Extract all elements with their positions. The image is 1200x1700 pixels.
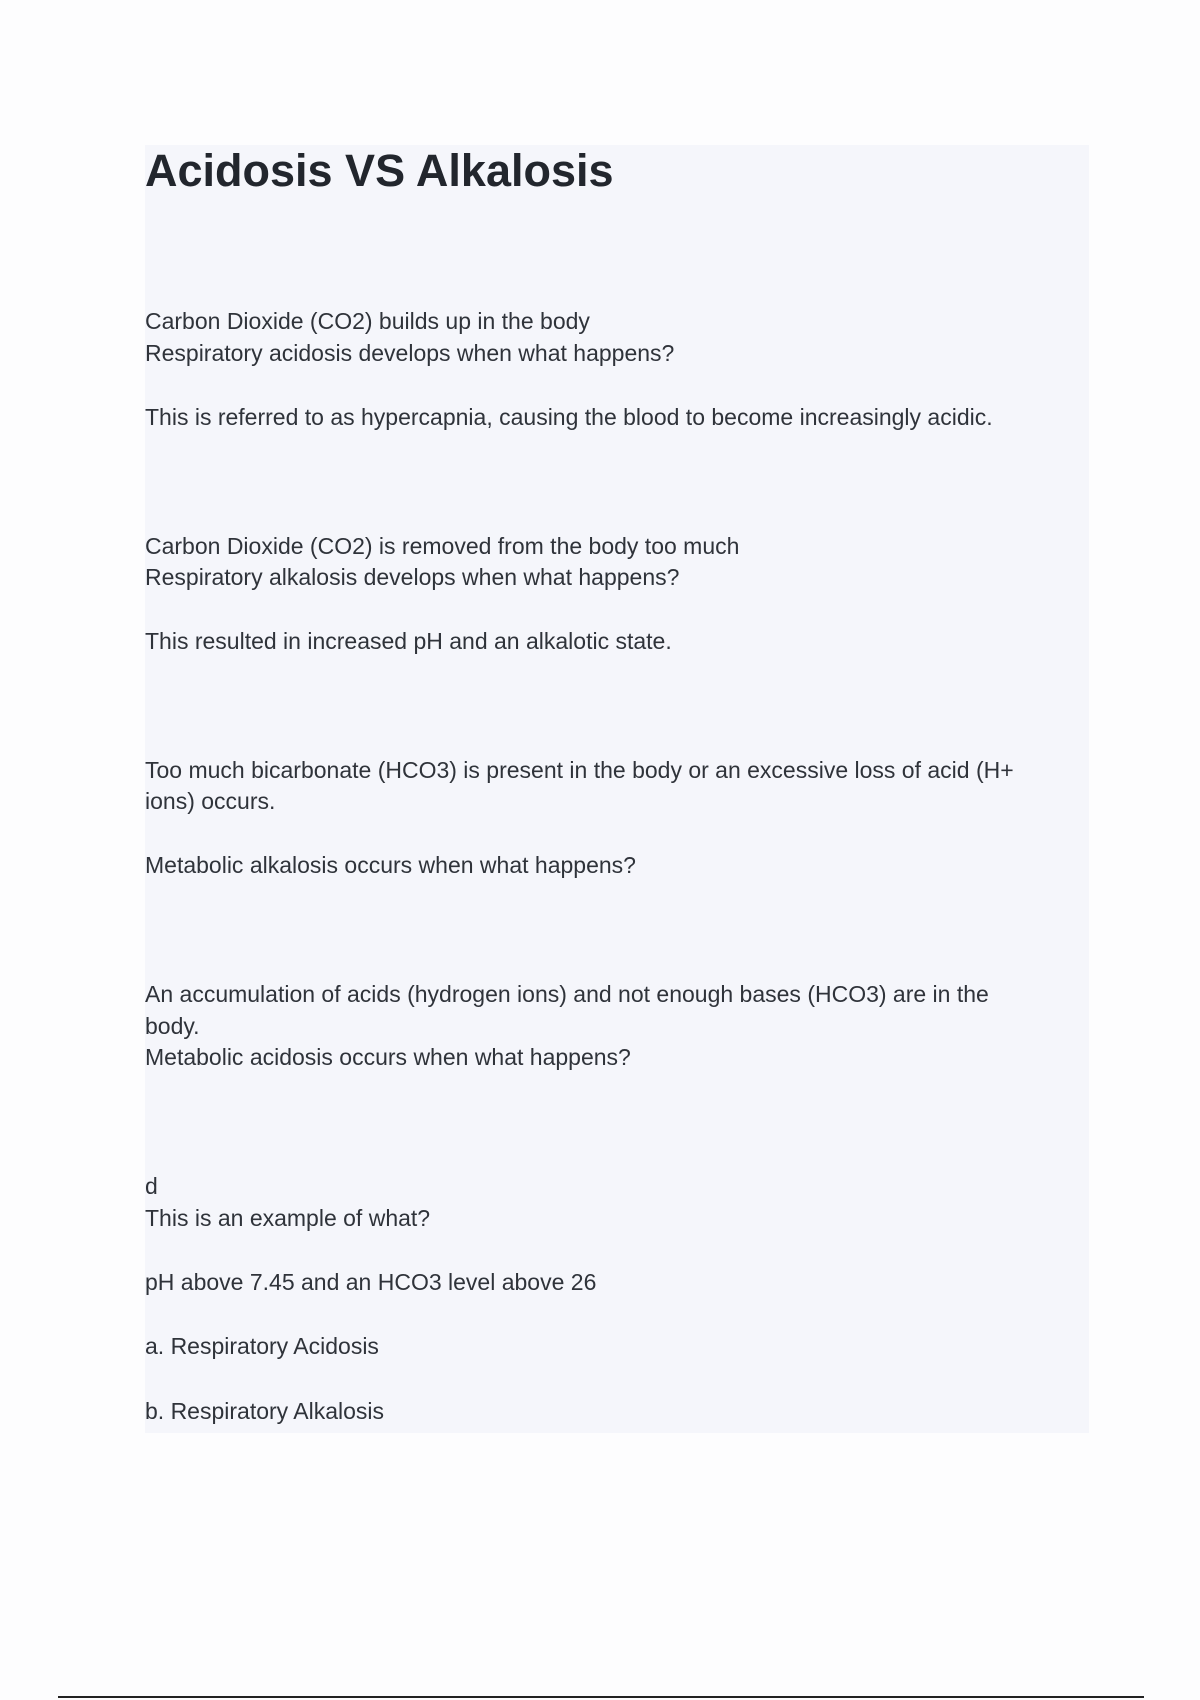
card-3-answer-line-1: Too much bicarbonate (HCO3) is present in the body or an excessive loss of acid (H+ (145, 757, 1014, 783)
card-2-question: Respiratory alkalosis develops when what happens? (145, 564, 680, 590)
card-5-option-b: b. Respiratory Alkalosis (145, 1398, 385, 1424)
card-1-question: Respiratory acidosis develops when what happens? (145, 340, 675, 366)
card-5-option-a: a. Respiratory Acidosis (145, 1333, 379, 1359)
footer-divider (58, 1696, 1144, 1698)
card-5-question: This is an example of what? (145, 1205, 431, 1231)
card-5-detail: pH above 7.45 and an HCO3 level above 26 (145, 1269, 597, 1295)
card-2-note: This resulted in increased pH and an alkalotic state. (145, 628, 672, 654)
card-4-question: Metabolic acidosis occurs when what happens? (145, 1044, 631, 1070)
card-1-note: This is referred to as hypercapnia, causing the blood to become increasingly acidic. (145, 404, 993, 430)
card-4-answer-line-1: An accumulation of acids (hydrogen ions) and not enough bases (HCO3) are in the (145, 981, 989, 1007)
card-3-answer-line-2: ions) occurs. (145, 788, 276, 814)
card-1-answer: Carbon Dioxide (CO2) builds up in the body (145, 308, 590, 334)
document-title: Acidosis VS Alkalosis (145, 145, 614, 196)
card-5-answer: d (145, 1173, 158, 1199)
card-3-question: Metabolic alkalosis occurs when what happens? (145, 852, 636, 878)
card-2-answer: Carbon Dioxide (CO2) is removed from the body too much (145, 533, 740, 559)
card-4-answer-line-2: body. (145, 1013, 200, 1039)
